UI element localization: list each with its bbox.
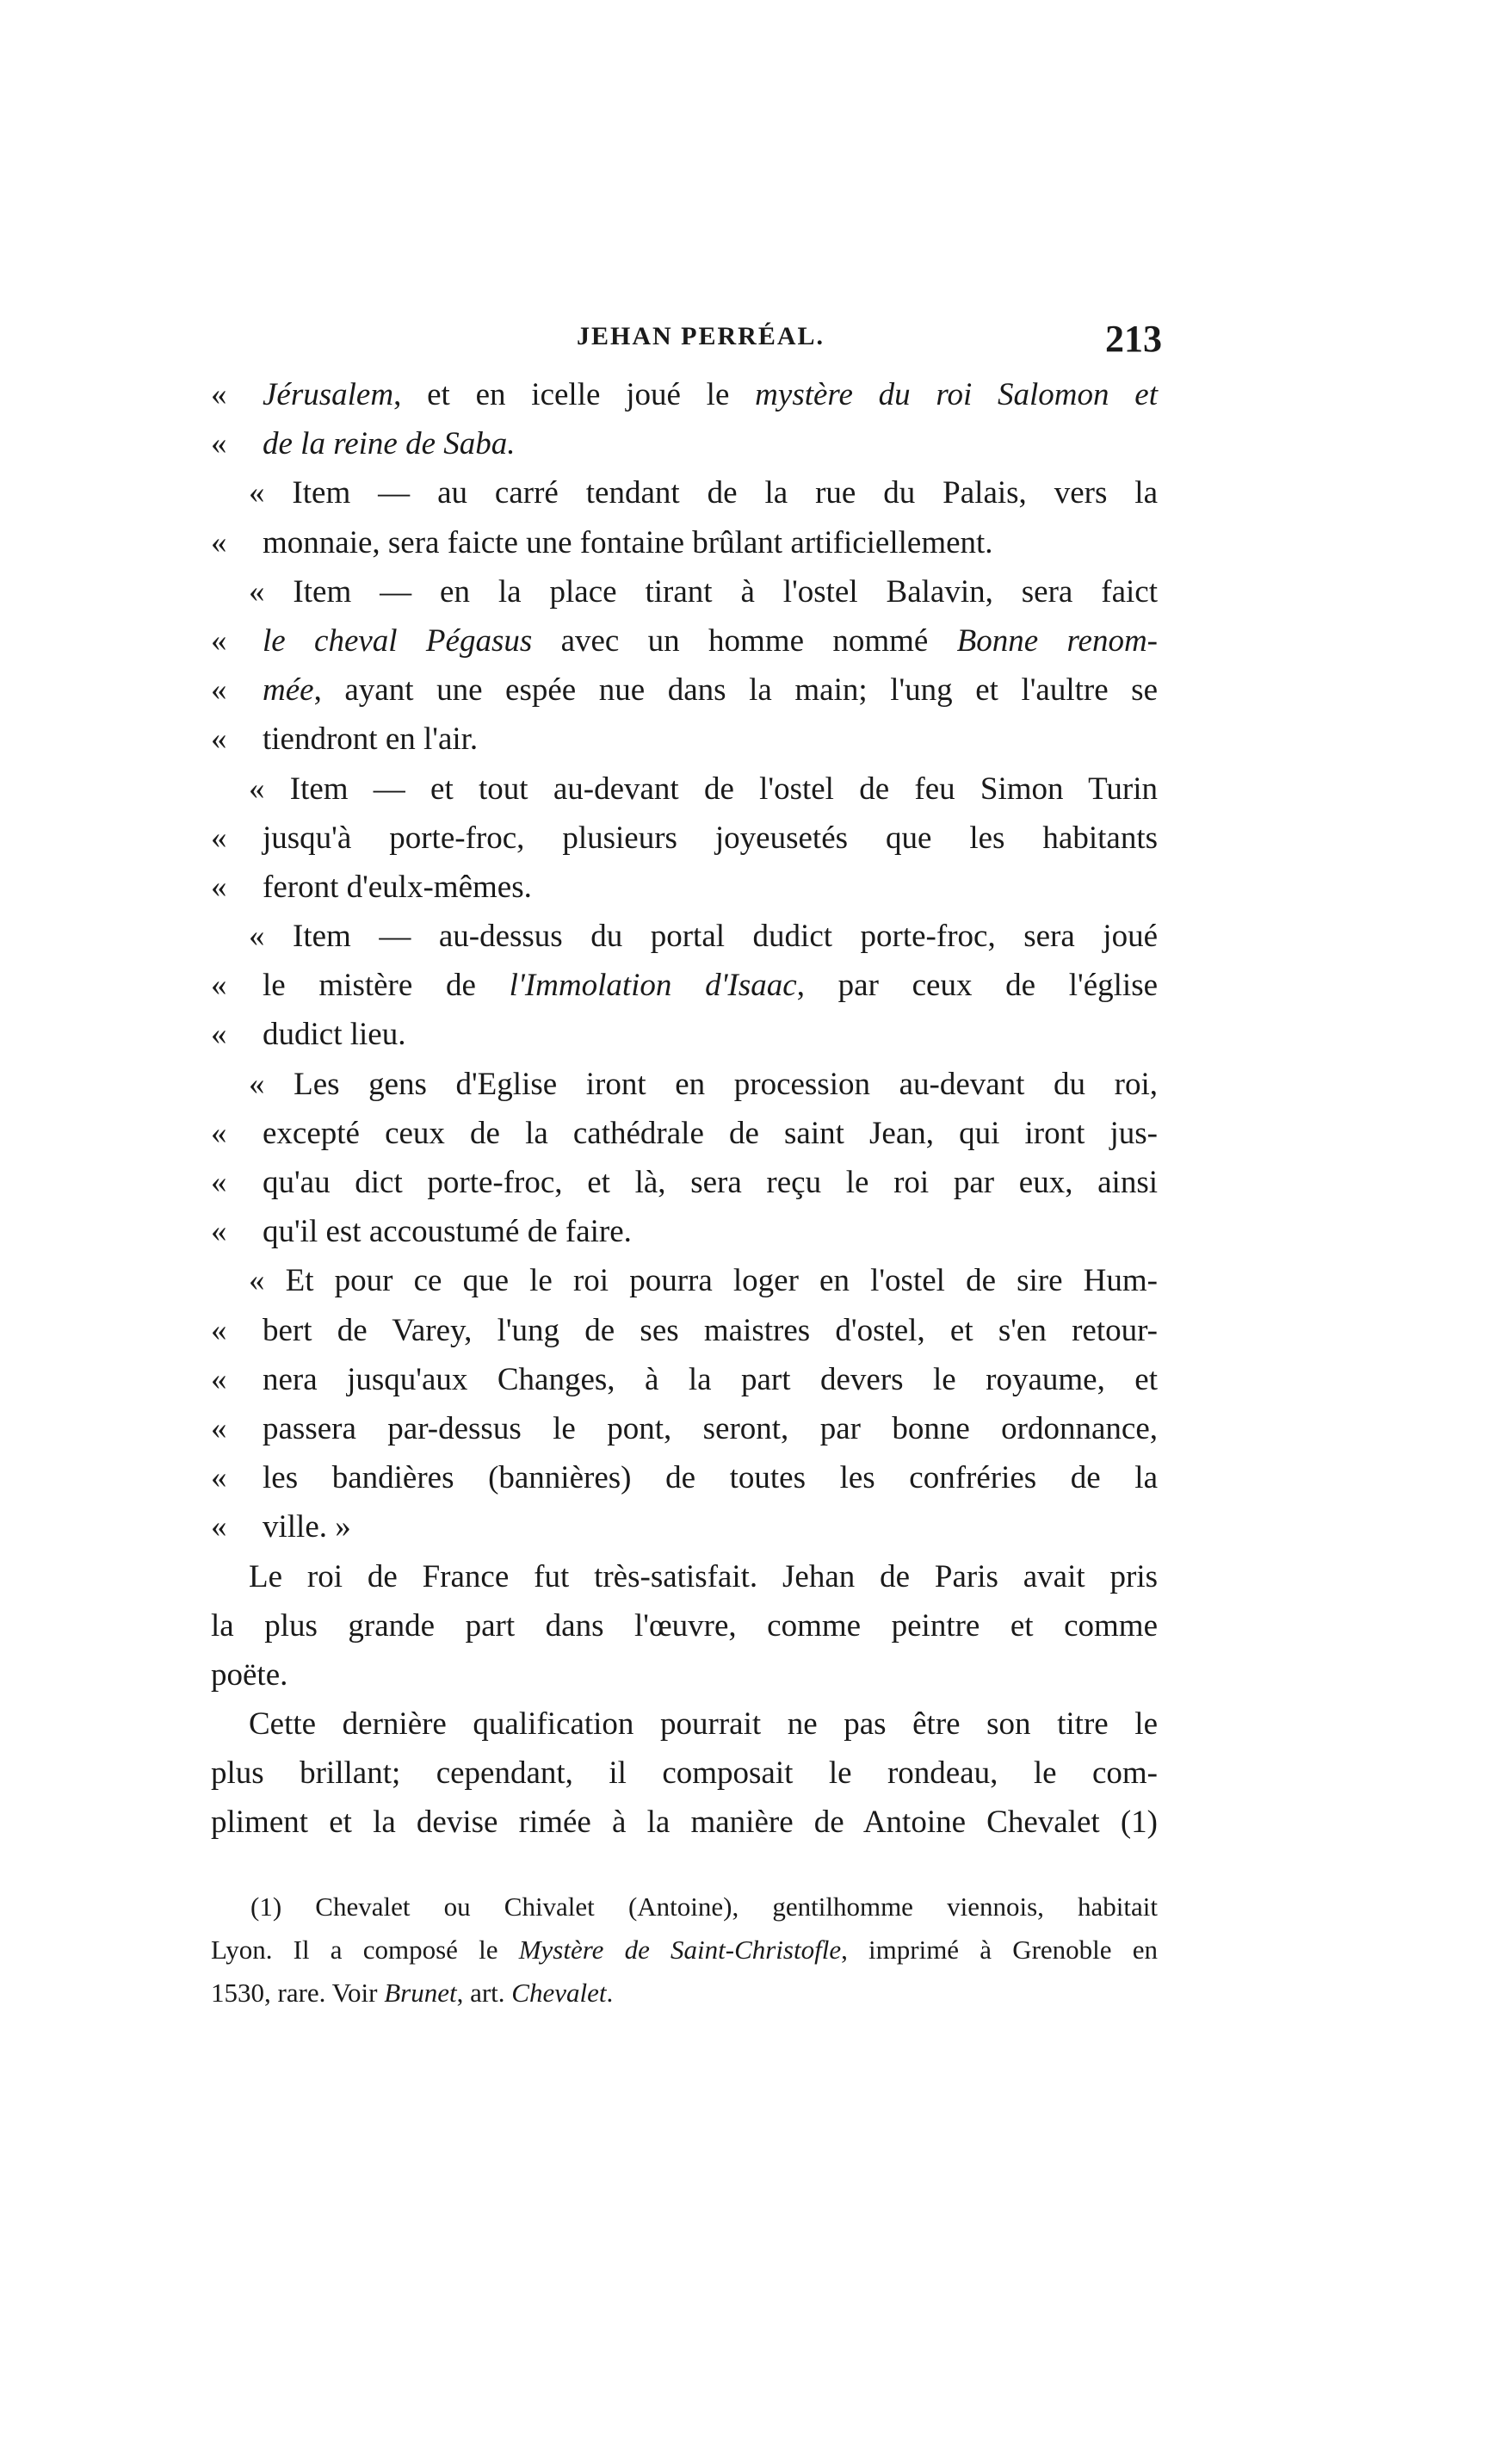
line-text: « Item — au-dessus du portal dudict porte-froc, sera joué: [249, 919, 1158, 955]
text-line: [211, 370, 1158, 419]
text-line: [211, 518, 1158, 567]
line-text: , par ceux de l'église: [796, 968, 1159, 1004]
line-text: le mistère de: [263, 968, 510, 1004]
italic-text: Bonne renom-: [956, 622, 1159, 659]
quote-mark: «: [211, 1115, 227, 1151]
footnote: [211, 1885, 1158, 2015]
text-line: [211, 1060, 1158, 1109]
italic-text: le cheval Pégasus: [263, 622, 533, 659]
text-line: [211, 765, 1158, 814]
italic-text: l'Immolation d'Isaac: [509, 968, 797, 1004]
line-text: passera par-dessus le pont, seront, par bonne ordonnance,: [263, 1410, 1158, 1446]
quote-mark: «: [211, 1017, 227, 1053]
text-line: [211, 1650, 1158, 1699]
line-text: Le roi de France fut très-satisfait. Jehan de Paris avait pris: [249, 1558, 1158, 1594]
italic-text: de la reine de Saba.: [263, 426, 516, 462]
text-line: [211, 1256, 1158, 1305]
page-number: 213: [1105, 318, 1162, 360]
line-text: , et en icelle joué le: [393, 377, 756, 412]
text-line: [211, 1404, 1158, 1453]
quote-mark: «: [211, 426, 227, 462]
quote-mark: «: [211, 1312, 227, 1348]
italic-text: mée: [263, 672, 314, 709]
quote-mark: «: [211, 672, 227, 709]
text-line: [211, 1798, 1158, 1847]
line-text: « Et pour ce que le roi pourra loger en l'ostel de sire Hum-: [249, 1263, 1158, 1299]
text-line: [211, 1601, 1158, 1650]
italic-text: mystère du roi Salomon et: [755, 377, 1159, 412]
footnote-text: 1530, rare. Voir: [211, 1978, 385, 2008]
text-line: [211, 912, 1158, 961]
text-line: [211, 468, 1158, 517]
line-text: les bandières (bannières) de toutes les confréries de la: [263, 1460, 1158, 1496]
footnote-italic: Mystère de Saint-Christofle: [518, 1935, 842, 1965]
line-text: tiendront en l'air.: [263, 721, 479, 758]
footnote-line: [211, 1885, 1158, 1928]
quote-mark: «: [211, 1165, 227, 1200]
page-header: [215, 317, 1162, 368]
line-text: feront d'eulx-mêmes.: [263, 869, 532, 905]
line-text: plus brillant; cependant, il composait le rondeau, le com-: [211, 1755, 1158, 1792]
quote-mark: «: [211, 721, 227, 758]
line-text: excepté ceux de la cathédrale de saint Jean, qui iront jus-: [263, 1115, 1158, 1151]
text-line: [211, 1158, 1158, 1207]
footnote-italic: Brunet: [384, 1978, 457, 2008]
quote-mark: «: [211, 1410, 227, 1446]
line-text: nera jusqu'aux Changes, à la part devers le royaume, et: [263, 1361, 1158, 1397]
line-text: dudict lieu.: [263, 1017, 406, 1053]
quote-mark: «: [211, 820, 227, 856]
line-text: jusqu'à porte-froc, plusieurs joyeusetés que les habitants: [263, 820, 1158, 856]
quote-mark: «: [211, 968, 227, 1004]
quote-mark: «: [211, 622, 227, 659]
text-line: [211, 1355, 1158, 1404]
line-text: pliment et la devise rimée à la manière de Antoine Chevalet (1): [211, 1805, 1158, 1841]
quote-mark: «: [211, 1460, 227, 1496]
footnote-italic: Chevalet: [511, 1978, 607, 2008]
text-line: [211, 814, 1158, 863]
quote-mark: «: [211, 1509, 227, 1545]
text-line: [211, 1109, 1158, 1158]
quote-mark: «: [211, 377, 227, 412]
text-line: [211, 1699, 1158, 1749]
text-line: [211, 567, 1158, 616]
text-line: [211, 1010, 1158, 1059]
footnote-line: [211, 1972, 1158, 2015]
footnote-text: , imprimé à Grenoble en: [841, 1935, 1158, 1965]
running-title: JEHAN PERRÉAL.: [577, 322, 825, 350]
quote-mark: «: [211, 1361, 227, 1397]
text-line: [211, 1552, 1158, 1601]
line-text: « Item — en la place tirant à l'ostel Balavin, sera faict: [249, 573, 1158, 610]
line-text: Cette dernière qualification pourrait ne pas être son titre le: [249, 1706, 1158, 1743]
line-text: monnaie, sera faicte une fontaine brûlant artificiellement.: [263, 524, 993, 560]
quote-mark: «: [211, 1214, 227, 1250]
quote-mark: «: [211, 869, 227, 905]
footnote-text: , art.: [456, 1978, 512, 2008]
footnote-text: .: [606, 1978, 614, 2008]
text-line: [211, 1502, 1158, 1551]
text-line: [211, 1749, 1158, 1798]
text-line: [211, 1453, 1158, 1502]
line-text: avec un homme nommé: [532, 622, 957, 659]
text-line: [211, 1306, 1158, 1355]
text-line: [211, 666, 1158, 715]
line-text: ville. »: [263, 1509, 351, 1545]
quote-mark: «: [211, 524, 227, 560]
line-text: qu'au dict porte-froc, et là, sera reçu le roi par eux, ainsi: [263, 1165, 1158, 1200]
italic-text: Jérusalem: [263, 377, 394, 412]
line-text: qu'il est accoustumé de faire.: [263, 1214, 632, 1250]
line-text: « Les gens d'Eglise iront en procession au-devant du roi,: [249, 1066, 1158, 1102]
line-text: « Item — et tout au-devant de l'ostel de feu Simon Turin: [249, 771, 1158, 807]
text-line: [211, 863, 1158, 912]
line-text: la plus grande part dans l'œuvre, comme peintre et comme: [211, 1607, 1158, 1644]
footnote-text: (1) Chevalet ou Chivalet (Antoine), gentilhomme viennois, habitait: [250, 1891, 1158, 1922]
footnote-line: [211, 1928, 1158, 1972]
line-text: bert de Varey, l'ung de ses maistres d'ostel, et s'en retour-: [263, 1312, 1158, 1348]
line-text: , ayant une espée nue dans la main; l'ung et l'aultre se: [313, 672, 1158, 709]
text-line: [211, 616, 1158, 666]
text-line: [211, 961, 1158, 1010]
footnote-text: Lyon. Il a composé le: [211, 1935, 519, 1965]
line-text: poëte.: [211, 1656, 288, 1693]
body-text: [211, 370, 1158, 1848]
text-line: [211, 715, 1158, 764]
text-line: [211, 1207, 1158, 1256]
text-line: [211, 419, 1158, 468]
line-text: « Item — au carré tendant de la rue du Palais, vers la: [249, 475, 1158, 511]
